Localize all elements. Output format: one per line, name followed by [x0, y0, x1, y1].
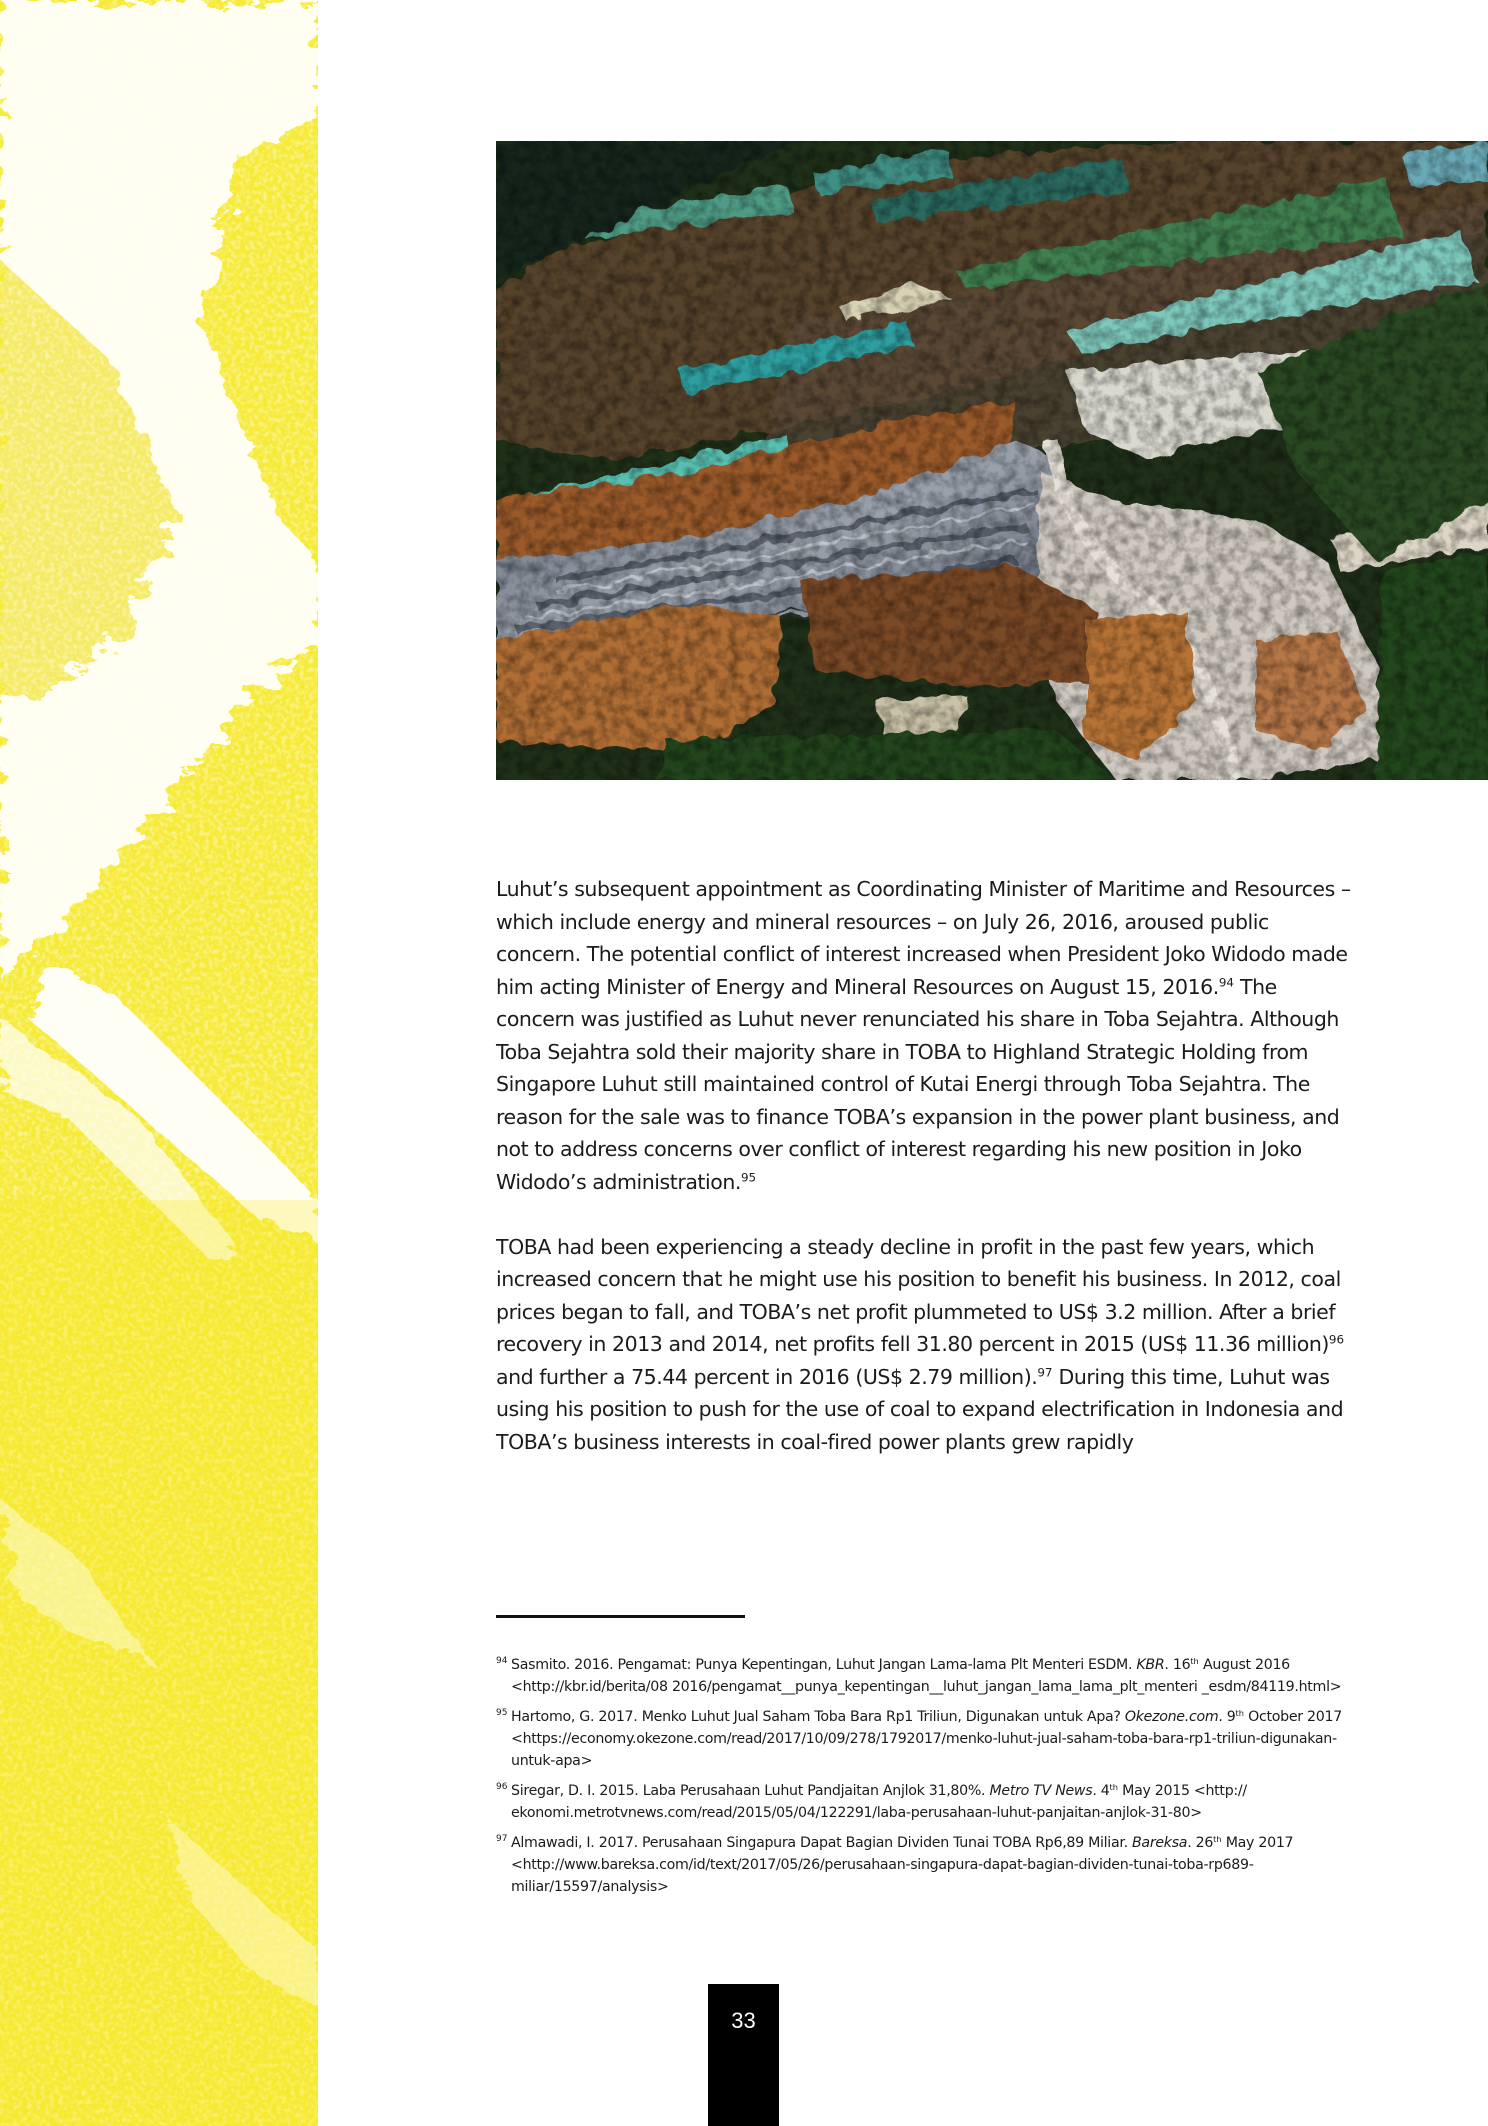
footnote-divider: [496, 1615, 745, 1618]
paragraph-2: [496, 1231, 1356, 1459]
footnote-number: 97: [496, 1834, 508, 1844]
mine-landscape-graphic: [496, 141, 1488, 780]
footnote-ref-97[interactable]: 97: [1037, 1365, 1053, 1380]
footnote-94: [496, 1654, 1346, 1698]
footnote-text: Almawadi, I. 2017. Perusahaan Singapura Dapat Bagian Dividen Tunai TOBA Rp6,89 Miliar.: [511, 1835, 1132, 1851]
footnote-text: Hartomo, G. 2017. Menko Luhut Jual Saham Toba Bara Rp1 Triliun, Digunakan untuk Apa?: [511, 1709, 1125, 1725]
footnote-source: Okezone.com: [1124, 1709, 1219, 1725]
footnote-url[interactable]: May 2015 <http:// ekonomi.metrotvnews.com/read/2015/05/04/122291/laba-perusahaan-luhut-panjaitan-anjlok-31-80>: [511, 1783, 1247, 1821]
footnote-number: 96: [496, 1782, 508, 1792]
footnote-number: 94: [496, 1656, 508, 1666]
footnotes: [496, 1654, 1346, 1906]
footnote-date: . 9: [1218, 1709, 1236, 1725]
paragraph-2-text-c: During this time, Luhut was using his position to push for the use of coal to expand electrification in Indonesia and TOBA’s business interests in coal-fired power plants grew rapidly: [496, 1364, 1344, 1454]
footnote-url[interactable]: August 2016 <http://kbr.id/berita/08 2016/pengamat__punya_kepentingan__luhut_jangan_lama_lama_plt_menteri _esdm/84119.html>: [511, 1657, 1342, 1695]
footnote-96: [496, 1780, 1346, 1824]
aerial-mine-photo: [496, 141, 1488, 780]
footnote-97: [496, 1832, 1346, 1898]
footnote-number: 95: [496, 1708, 508, 1718]
yellow-texture-panel: [0, 0, 318, 2126]
ordinal-suffix: th: [1109, 1781, 1118, 1792]
footnote-date: . 26: [1187, 1835, 1214, 1851]
paragraph-2-text-a: TOBA had been experiencing a steady decline in profit in the past few years, which increased concern that he might use his position to benefit his business. In 2012, coal prices began to fall, and TOBA’s net profit plummeted to US$ 3.2 million. After a brief recovery in 2013 and 2014, net profits fell 31.80 percent in 2015 (US$ 11.36 million): [496, 1234, 1341, 1356]
paragraph-2-text-b: and further a 75.44 percent in 2016 (US$ 2.79 million).: [496, 1364, 1038, 1389]
body-text: [496, 873, 1356, 1458]
ordinal-suffix: th: [1213, 1833, 1222, 1844]
paragraph-1: [496, 873, 1356, 1198]
paragraph-1-text-a: Luhut’s subsequent appointment as Coordinating Minister of Maritime and Resources – which include energy and mineral resources – on July 26, 2016, aroused public concern. The potential conflict of interest increased when President Joko Widodo made him acting Minister of Energy and Mineral Resources on August 15, 2016.: [496, 877, 1351, 999]
ordinal-suffix: th: [1235, 1707, 1244, 1718]
footnote-source: KBR: [1136, 1657, 1165, 1673]
footnote-ref-94[interactable]: 94: [1218, 975, 1234, 990]
footnote-url[interactable]: May 2017 <http://www.bareksa.com/id/text/2017/05/26/perusahaan-singapura-dapat-bagian-dividen-tunai-toba-rp689-miliar/15597/analysis>: [511, 1835, 1294, 1895]
footnote-date: . 4: [1092, 1783, 1110, 1799]
footnote-text: Sasmito. 2016. Pengamat: Punya Kepentingan, Luhut Jangan Lama-lama Plt Menteri ESDM.: [511, 1657, 1137, 1673]
footnote-95: [496, 1706, 1346, 1772]
page-number: 33: [731, 2008, 756, 2033]
footnote-date: . 16: [1164, 1657, 1191, 1673]
page-number-tab: [708, 1984, 779, 2126]
footnote-ref-95[interactable]: 95: [740, 1170, 757, 1185]
footnote-source: Metro TV News: [989, 1783, 1093, 1799]
paragraph-1-text-b: The concern was justified as Luhut never renunciated his share in Toba Sejahtra. Although Toba Sejahtra sold their majority share in TOBA to Highland Strategic Holding from Singapore Luhut still maintained control of Kutai Energi through Toba Sejahtra. The reason for the sale was to finance TOBA’s expansion in the power plant business, and not to address concerns over conflict of interest regarding his new position in Joko Widodo’s administration.: [496, 974, 1340, 1194]
footnote-source: Bareksa: [1132, 1835, 1188, 1851]
yellow-texture-graphic: [0, 0, 318, 2126]
footnote-url[interactable]: October 2017 <https://economy.okezone.com/read/2017/10/09/278/1792017/menko-luhut-jual-saham-toba-bara-rp1-triliun-digunakan-untuk-apa>: [511, 1709, 1342, 1769]
footnote-text: Siregar, D. I. 2015. Laba Perusahaan Luhut Pandjaitan Anjlok 31,80%.: [511, 1783, 990, 1799]
ordinal-suffix: th: [1190, 1655, 1199, 1666]
footnote-ref-96[interactable]: 96: [1328, 1332, 1345, 1347]
